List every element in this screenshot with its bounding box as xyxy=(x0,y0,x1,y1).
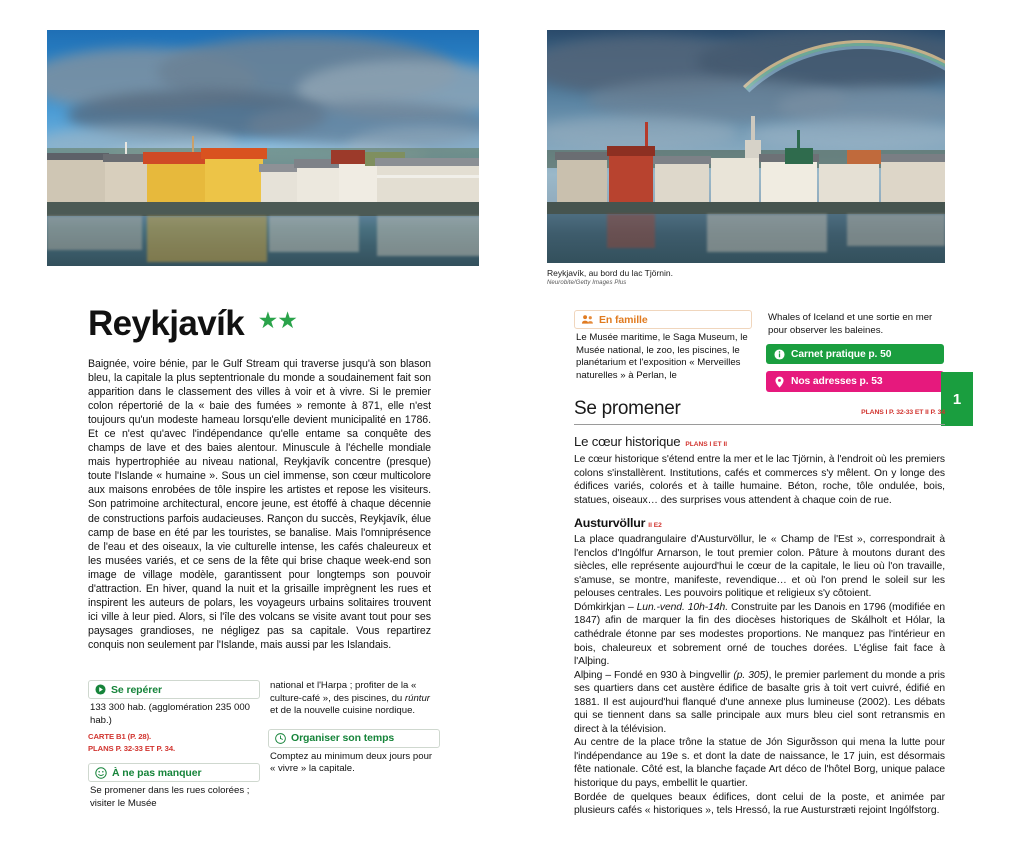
a-ne-pas-manquer-body-part2 xyxy=(268,680,440,718)
intro-paragraph: Baignée, voire bénie, par le Gulf Stream qui traverse jusqu'à son blason bleu, la capitale la plus septentrionale du monde a soudainement fait son apparition dans le classement des villes à voir et à vivre. Si le premier colon répertorié de la « baie des fumées » remonte à 871, elle n'est toujours qu'un modeste hameau lorsqu'elle devient municipalité en 1786. Et ce n'est qu'avec l'indépendance qu'elle entame sa conquête des champs de lave et des baies alentour. Minuscule à l'échelle mondiale mais hypertrophiée au niveau national, Reykjavík concentre (presque) toute l'Islande « humaine ». Sous un ciel immense, son cœur multicolore aux maisons enrobées de tôle inspire les artistes et repose les visiteurs. Son patrimoine architectural, encore jeune, est étoffé à chaque décennie de constructions parfois audacieuses. Rançon du succès, Reykjavík, élue camp de base en été par les touristes, se banalise. Mais l'omniprésence de l'eau et des oiseaux, la vie culturelle intense, les cafés chaleureux et les musées variés, et ce sens de la fête qui brise chaque week-end son image de village modèle, garantissent pour longtemps son pouvoir d'attraction. En hiver, quand la nuit et la grisaille imprègnent les rues et inspirent les auteurs de polars, les voyageurs urbains solitaires trouvent ici ville à leur pied. Alors, si l'île des volcans se visite avant tout pour ses paysages grandioses, ne négligez pas sa capitale. Vous repartirez conquis non seulement par l'Islande, mais aussi par les Islandais. xyxy=(88,358,431,651)
section-title: Se promener xyxy=(574,398,681,419)
domkirkjan-hours: Lun.-vend. 10h-14h. xyxy=(633,601,729,613)
entry-austurvollur xyxy=(574,514,945,532)
se-reperer-ref-carte: CARTE B1 (P. 28). xyxy=(88,732,152,742)
subsection-ref: PLANS I ET II xyxy=(685,441,728,448)
domkirkjan-lead: Dómkirkjan – xyxy=(574,601,634,613)
subsection-title: Le cœur historique xyxy=(574,434,681,449)
section-header xyxy=(574,398,945,425)
anpm-italic: rúntur xyxy=(404,692,430,704)
a-ne-pas-manquer-body-part1: Se promener dans les rues colorées ; visiter le Musée xyxy=(90,785,250,809)
smiley-icon xyxy=(95,767,107,779)
chapter-tab-number: 1 xyxy=(941,372,973,426)
en-famille-box-header xyxy=(574,310,752,329)
info-column-left xyxy=(88,680,260,810)
se-reperer-box-header xyxy=(88,680,260,699)
city-name: Reykjavík xyxy=(88,304,245,343)
alping-ref: (p. 305) xyxy=(733,669,769,681)
nos-adresses-label: Nos adresses p. 53 xyxy=(791,376,883,388)
alping-lead: Alþing – xyxy=(574,669,612,681)
carnet-pratique-label: Carnet pratique p. 50 xyxy=(791,348,892,360)
en-famille-body-col2: Whales of Iceland et une sortie en mer pour observer les baleines. xyxy=(768,312,933,336)
en-famille-column xyxy=(574,310,752,382)
photo-caption xyxy=(547,268,945,288)
alping-pre: Fondé en 930 à Þingvellir xyxy=(611,669,734,681)
subsection-header xyxy=(574,434,945,449)
entry-title: Austurvöllur xyxy=(574,516,646,531)
info-column-right xyxy=(268,680,440,776)
a-ne-pas-manquer-box-header xyxy=(88,763,260,782)
entry-austurvollur-text: La place quadrangulaire d'Austurvöllur, le « Champ de l'Est », correspondrait à l'enclos d'Ingólfur Arnarson, le tout premier colon. Pâture à moutons durant des siècles, elle représente aujourd'hui le cœur de la capitale, le lieu où l'on travaille, s'amuse, se montre, manifeste, revendique… et où l'on prend le soleil sur les pelouses centrales. Les pouvoirs politique et religieux s'y côtoient. xyxy=(574,534,945,600)
se-reperer-label: Se repérer xyxy=(111,683,162,696)
pin-icon xyxy=(774,376,785,388)
paragraph-jon-sigurdsson: Au centre de la place trône la statue de Jón Sigurðsson qui mena la lutte pour l'indépendance au 19e s. et dont la date de naissance, le 17 juin, est désormais fête nationale. Côté est, la blanche façade Art déco de l'hôtel Borg, unique palace historique du pays, embellit le quartier. xyxy=(574,737,945,790)
en-famille-label: En famille xyxy=(599,313,648,326)
nos-adresses-banner[interactable] xyxy=(766,371,944,392)
carnet-pratique-banner[interactable] xyxy=(766,344,944,364)
caption-text: Reykjavík, au bord du lac Tjörnin. xyxy=(547,268,673,278)
info-icon xyxy=(774,349,785,360)
paragraph-austurstraeti: Bordée de quelques beaux édifices, dont celui de la poste, et animée par plusieurs cafés « historiques », tels Hressó, la rue Austurstræti rejoint Ingólfstorg. xyxy=(574,791,945,817)
people-icon xyxy=(581,314,594,325)
domkirkjan-text: Construite par les Danois en 1796 (modifiée en 1847) afin de marquer la fin des diocèses historiques de Skálholt et Hólar, la cathédrale étonne par ses modestes proportions. Ne manquez pas l'intérieur en bois, chaleureux et sobrement orné de touches dorées. L'église fait face à l'Alþing. xyxy=(574,601,946,668)
subsection-intro: Le cœur historique s'étend entre la mer et le lac Tjörnin, à l'endroit où les premiers colons s'installèrent. Institutions, cafés et commerces s'y mêlent. On y longe des édifices variés, colorés et à taille humaine. Béton, roche, tôle ondulée, bois, statues, oiseaux… des surprises vous attendent à chaque coin de rue. xyxy=(574,454,945,506)
banners-column xyxy=(766,312,944,392)
organiser-son-temps-box-header xyxy=(268,729,440,748)
a-ne-pas-manquer-label: À ne pas manquer xyxy=(112,766,202,779)
star-rating xyxy=(258,307,297,334)
organiser-son-temps-label: Organiser son temps xyxy=(291,732,395,745)
section-ref: PLANS I P. 32-33 ET II P. 34 xyxy=(861,409,945,416)
anpm-pre: national et l'Harpa ; profiter de la « culture-café », des piscines, du xyxy=(270,680,417,704)
paragraph-alping xyxy=(574,669,945,737)
entry-ref: II E2 xyxy=(648,522,662,530)
en-famille-body-col1: Le Musée maritime, le Saga Museum, le Musée national, le zoo, les piscines, le planétarium et l'exposition « Merveilles naturelles » à Perlan, le xyxy=(576,332,748,381)
star-rating-glyphs: ★★ xyxy=(257,307,297,333)
se-reperer-body: 133 300 hab. (agglomération 235 000 hab.) xyxy=(90,702,251,726)
photo-reykjavik-rainbow xyxy=(547,30,945,263)
anpm-post: et de la nouvelle cuisine nordique. xyxy=(270,705,416,717)
paragraph-domkirkjan xyxy=(574,601,945,669)
se-promener-section xyxy=(574,398,945,818)
caption-credit: Neurobite/Getty Images Plus xyxy=(547,280,627,287)
photo-reykjavik-waterfront xyxy=(47,30,479,266)
se-reperer-ref-plans: PLANS P. 32-33 ET P. 34. xyxy=(88,743,176,753)
play-circle-icon xyxy=(95,684,106,695)
page-title xyxy=(88,306,297,341)
clock-icon xyxy=(275,733,286,744)
alping-text: , le premier parlement du monde a pris ses quartiers dans cet austère édifice de basalte gris à toit vert cuivré, édifié en 1881. Il est aujourd'hui flanqué d'une annexe plus lumineuse (2002). Les débats qui se tiennent dans sa salle principale aux murs bleu ciel sont retransmis en direct à la télévision. xyxy=(574,669,945,735)
organiser-son-temps-body: Comptez au minimum deux jours pour « vivre » la capitale. xyxy=(270,750,433,775)
